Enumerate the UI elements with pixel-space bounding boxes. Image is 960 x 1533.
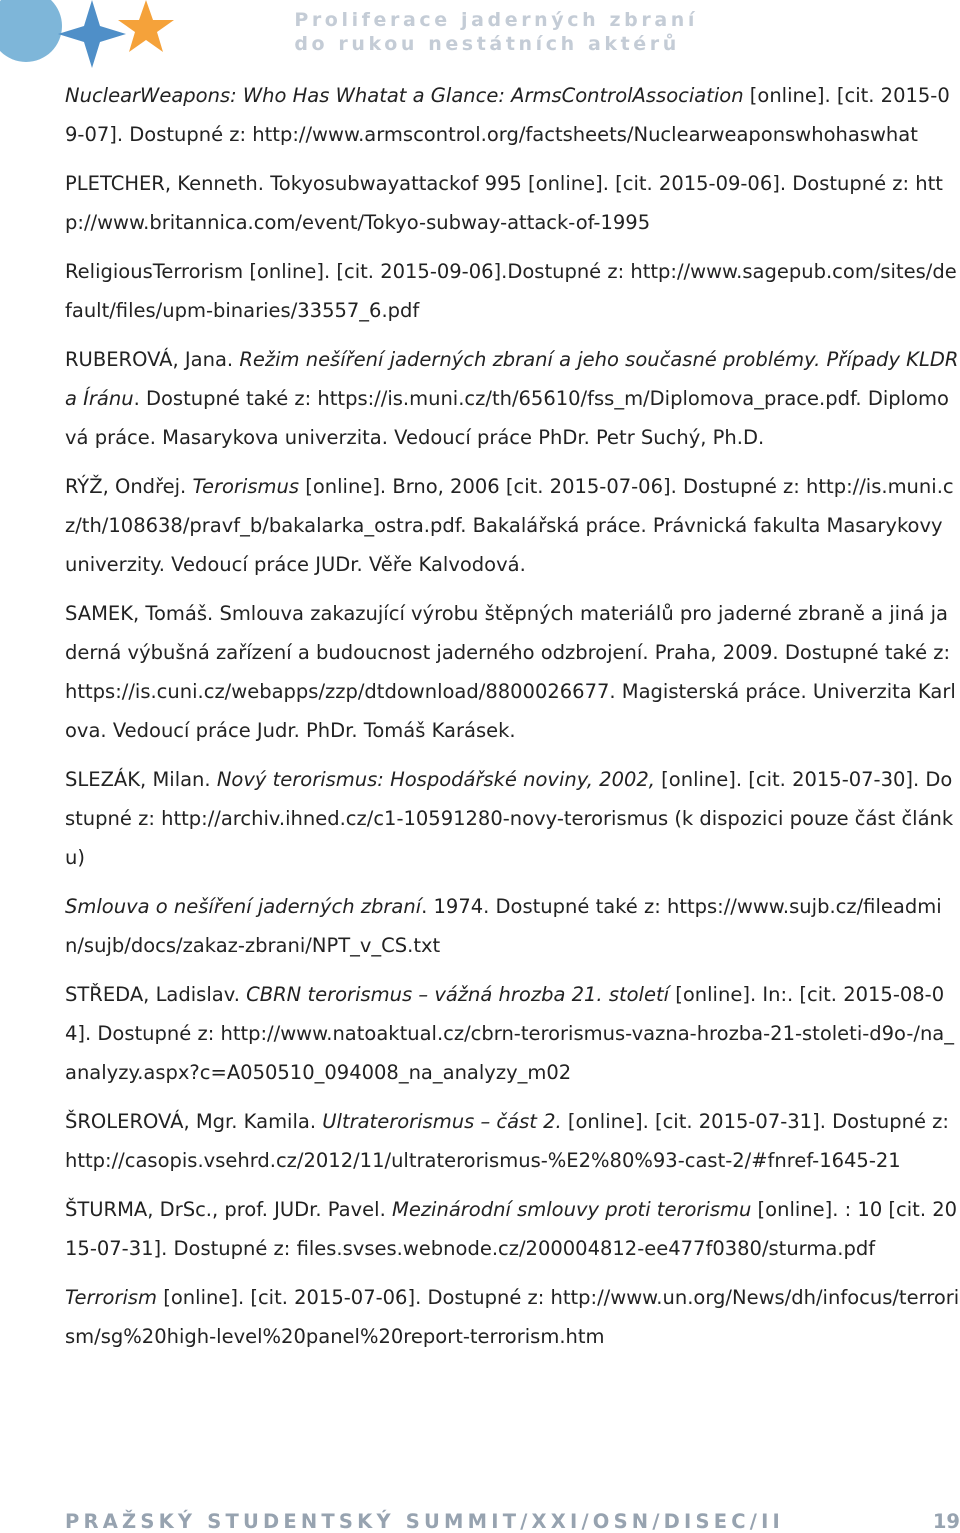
summit-logo: [0, 0, 175, 72]
reference-text: . Dostupné také z: https://is.muni.cz/th/65610/fss_m/Diplomova_prace.pdf. Diplomová práce. Masarykova univerzita. Vedoucí práce PhDr. Petr Suchý, Ph.D.: [65, 387, 949, 449]
reference-text: Mezinárodní smlouvy proti terorismu: [392, 1198, 752, 1221]
reference-entry: [65, 887, 960, 965]
header-title-line-2: do rukou nestátních aktérů: [294, 33, 680, 55]
reference-text: ReligiousTerrorism [online]. [cit. 2015-09-06].Dostupné z: http://www.sagepub.com/sites/default/files/upm-binaries/33557_6.pdf: [65, 260, 957, 322]
reference-text: [online]. [cit. 2015-07-31]. Dostupné z: http://casopis.vsehrd.cz/2012/11/ultraterorismus-%E2%80%93-cast-2/#fnref-1645-21: [65, 1110, 949, 1172]
reference-text: [online]. Brno, 2006 [cit. 2015-07-06]. Dostupné z: http://is.muni.cz/th/108638/pravf_b/bakalarka_ostra.pdf. Bakalářská práce. Právnická fakulta Masarykovy univerzity. Vedoucí práce JUDr. Věře Kalvodová.: [65, 475, 954, 576]
reference-entry: [65, 1278, 960, 1356]
reference-list: [65, 76, 960, 1366]
reference-text: PLETCHER, Kenneth. Tokyosubwayattackof 995 [online]. [cit. 2015-09-06]. Dostupné z: http://www.britannica.com/event/Tokyo-subway-attack-of-1995: [65, 172, 943, 234]
reference-text: Smlouva o nešíření jaderných zbraní: [65, 895, 422, 918]
reference-entry: [65, 467, 960, 584]
reference-text: . 1974. Dostupné také z: https://www.sujb.cz/fileadmin/sujb/docs/zakaz-zbrani/NPT_v_CS.txt: [65, 895, 942, 957]
page-number: 19: [932, 1510, 960, 1533]
reference-entry: [65, 252, 960, 330]
reference-text: [online]. [cit. 2015-09-07]. Dostupné z: http://www.armscontrol.org/factsheets/Nuclearweaponswhohaswhat: [65, 84, 950, 146]
reference-entry: [65, 1190, 960, 1268]
reference-entry: [65, 340, 960, 457]
reference-text: STŘEDA, Ladislav.: [65, 983, 247, 1006]
reference-text: [online]. In:. [cit. 2015-08-04]. Dostupné z: http://www.natoaktual.cz/cbrn-terorismus-vazna-hrozba-21-stoleti-d9o-/na_analyzy.aspx?c=A050510_094008_na_analyzy_m02: [65, 983, 955, 1084]
reference-entry: [65, 76, 960, 154]
reference-text: Terorismus: [192, 475, 300, 498]
reference-text: Terrorism: [65, 1286, 158, 1309]
logo-star-blue: [58, 0, 126, 68]
reference-entry: [65, 164, 960, 242]
header-title-line-1: Proliferace jaderných zbraní: [294, 9, 698, 31]
logo-circle: [0, 0, 62, 62]
reference-entry: [65, 594, 960, 750]
reference-text: SLEZÁK, Milan.: [65, 768, 217, 791]
reference-text: CBRN terorismus – vážná hrozba 21. století: [246, 983, 670, 1006]
reference-text: RÝŽ, Ondřej.: [65, 475, 193, 498]
reference-text: Ultraterorismus – část 2.: [322, 1110, 562, 1133]
reference-entry: [65, 760, 960, 877]
reference-text: SAMEK, Tomáš. Smlouva zakazující výrobu štěpných materiálů pro jaderné zbraně a jiná jaderná výbušná zařízení a budoucnost jaderného odzbrojení. Praha, 2009. Dostupné také z: https://is.cuni.cz/webapps/zzp/dtdownload/8800026677. Magisterská práce. Univerzita Karlova. Vedoucí práce Judr. PhDr. Tomáš Karásek.: [65, 602, 956, 742]
reference-text: RUBEROVÁ, Jana.: [65, 348, 240, 371]
logo-star-orange: [118, 0, 174, 52]
footer-summit-name: PRAŽSKÝ STUDENTSKÝ SUMMIT/XXI/OSN/DISEC/II: [65, 1510, 785, 1533]
header-title: [294, 8, 698, 56]
reference-text: ŠROLEROVÁ, Mgr. Kamila.: [65, 1110, 323, 1133]
reference-entry: [65, 975, 960, 1092]
reference-text: [online]. : 10 [cit. 2015-07-31]. Dostupné z: files.svses.webnode.cz/200004812-ee477f0380/sturma.pdf: [65, 1198, 958, 1260]
reference-entry: [65, 1102, 960, 1180]
reference-text: [online]. [cit. 2015-07-06]. Dostupné z: http://www.un.org/News/dh/infocus/terrorism/sg%20high-level%20panel%20report-terrorism.htm: [65, 1286, 960, 1348]
reference-text: Režim nešíření jaderných zbraní a jeho současné problémy. Případy KLDR a Íránu: [65, 348, 959, 410]
reference-text: [online]. [cit. 2015-07-30]. Dostupné z: http://archiv.ihned.cz/c1-10591280-novy-terorismus (k dispozici pouze část článku): [65, 768, 954, 869]
reference-text: Nový terorismus: Hospodářské noviny, 2002,: [216, 768, 655, 791]
reference-text: ŠTURMA, DrSc., prof. JUDr. Pavel.: [65, 1198, 392, 1221]
reference-text: NuclearWeapons: Who Has Whatat a Glance: ArmsControlAssociation: [65, 84, 744, 107]
